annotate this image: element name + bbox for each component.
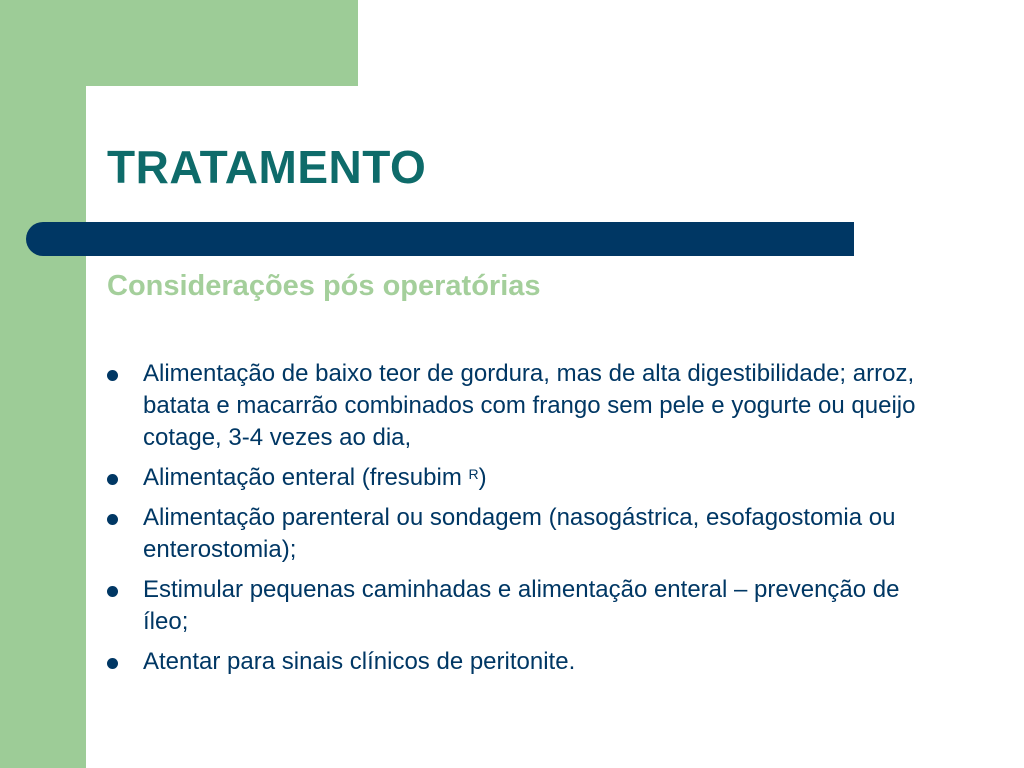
bullet-dot-icon	[107, 586, 118, 597]
bullet-item	[107, 646, 927, 678]
bullet-item	[107, 574, 927, 638]
bullet-text: Alimentação parenteral ou sondagem (nasogástrica, esofagostomia ou enterostomia);	[143, 504, 896, 563]
registered-superscript: R	[468, 466, 479, 482]
left-decor-band	[0, 0, 86, 768]
bullet-item	[107, 502, 927, 566]
title-divider-bar	[26, 222, 854, 256]
bullet-list	[107, 358, 927, 686]
bullet-item	[107, 358, 927, 454]
bullet-item	[107, 462, 927, 494]
bullet-text: Estimular pequenas caminhadas e alimentação enteral – prevenção de íleo;	[143, 576, 900, 635]
bullet-text-suffix: )	[478, 464, 487, 491]
bullet-dot-icon	[107, 370, 118, 381]
bullet-text: Atentar para sinais clínicos de peritonite.	[143, 648, 576, 675]
bullet-dot-icon	[107, 474, 118, 485]
slide-title: TRATAMENTO	[107, 141, 427, 193]
bullet-text: Alimentação enteral (fresubim	[143, 464, 469, 491]
bullet-text: Alimentação de baixo teor de gordura, mas de alta digestibilidade; arroz, batata e macarrão combinados com frango sem pele e yogurte ou queijo cotage, 3-4 vezes ao dia,	[143, 360, 916, 451]
bullet-dot-icon	[107, 658, 118, 669]
slide-subtitle: Considerações pós operatórias	[107, 270, 541, 302]
bullet-dot-icon	[107, 514, 118, 525]
top-decor-band	[86, 0, 358, 86]
